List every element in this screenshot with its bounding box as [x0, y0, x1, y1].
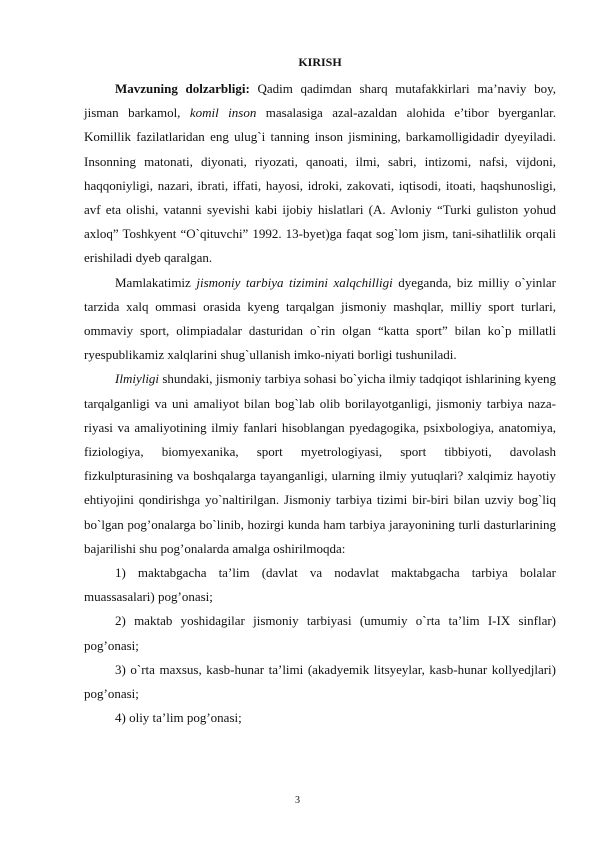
paragraph-text: Mamlakatimiz [115, 274, 197, 290]
paragraph-scientific [84, 367, 556, 561]
paragraph-text: Qadim qadimdan sharq mutafakkirlari ma’naviy boy, jisman barkamol, [84, 81, 556, 121]
section-heading: KIRISH [298, 55, 342, 69]
emphasis-text: Ilmiyligi [115, 371, 160, 387]
paragraph-relevance [84, 77, 556, 271]
paragraph-national [84, 271, 556, 368]
page-number: 3 [295, 795, 300, 806]
paragraph-text: shundaki, jismoniy tarbiya sohasi bo`yicha ilmiy tadqiqot ishlarining kyeng tarqalganligi va uni amaliyot bilan bog`lab olib borilayotganligi, jismoniy tarbiya naza-riyasi va amaliyotining ilmiy fanlari hisoblangan pyedagogika, psixbologiya, anatomiya, fiziologiya, biomyexanika, sport myetrologiyasi, sport tibbiyoti, davolash fizkulpturasining va boshqalarga tayanganligi, ularning ilmiy yutuqlari? xalqimiz hayotiy ehtiyojini qondirishga yo`naltirilgan. Jismoniy tarbiya tizimi bir-biri bilan uzviy bog`liq bo`lgan pog’onalarga bo`linib, hozirgi kunda ham tarbiya jarayonining turli dasturlarining bajarilishi shu pog’onalarda amalga oshirilmoqda: [84, 371, 556, 556]
list-item: 1) maktabgacha ta’lim (davlat va nodavlat maktabgacha tarbiya bolalar muassasalari) pog’onasi; [84, 565, 556, 605]
paragraph-text: dyeganda, biz milliy o`yinlar tarzida xalq ommasi orasida kyeng tarqalgan jismoniy mashqlar, milliy sport turlari, ommaviy sport, olimpiadalar dasturidan o`rin olgan “katta sport” bilan ko`p millatli ryespublikamiz xalqlarini shug`ullanish imko-niyati borligi tushuniladi. [84, 274, 557, 363]
document-body [84, 54, 556, 730]
list-item: 3) o`rta maxsus, kasb-hunar ta’limi (akadyemik litsyeylar, kasb-hunar kollyedjlari) pog’onasi; [84, 661, 556, 702]
paragraph-text: masalasiga azal-azaldan alohida e’tibor byerganlar. Komillik fazilatlaridan eng ulug`i tanning inson jismining, barkamolligidadir dyeyiladi. Insonning matonati, diyonati, riyozati, qanoati, ilmi, sabri, intizomi, nafsi, vijdoni, haqqoniyligi, nazari, ibrati, iffati, hayosi, idroki, zakovati, iqtisodi, itoati, haqshunosligi, avf eta olishi, vatanni syevishi kabi ijobiy hislatlari (A. Avloniy “Turki guliston yohud axloq” Toshkyent “O`qituvchi” 1992. 13-byet)ga faqat sog`lom jism, tani-sihatlilik orqali erishiladi dyeb qaralgan. [84, 105, 556, 266]
emphasis-text: komil inson [189, 105, 257, 121]
list-item: 4) oliy ta’lim pog’onasi; [115, 710, 242, 726]
emphasis-text: jismoniy tarbiya tizimini xalqchilligi [196, 274, 393, 290]
list-item: 2) maktab yoshidagilar jismoniy tarbiyasi (umumiy o`rta ta’lim I-IX sinflar) pog’onasi; [84, 613, 556, 653]
relevance-label: Mavzuning dolzarbligi: [115, 81, 250, 96]
